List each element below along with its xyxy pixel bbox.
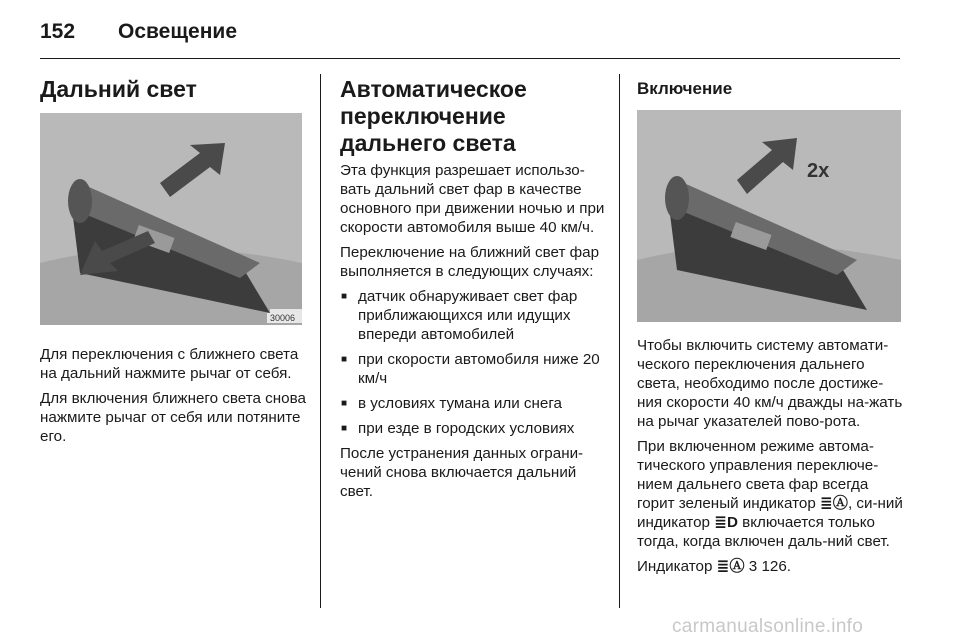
section-title-auto-high-beam: Автоматическое переключение дальнего света [340, 76, 527, 156]
paragraph-1: Для переключения с ближнего света на дальний нажмите рычаг от себя. [40, 346, 299, 382]
figure-code: 30006 [267, 313, 298, 323]
outro-paragraph: После устранения данных ограни-чений снова включается дальний свет. [340, 445, 584, 500]
column-auto-high-beam [340, 76, 606, 507]
column-high-beam [40, 76, 306, 452]
column-activation [637, 76, 903, 582]
activation-paragraph-2 [637, 437, 903, 551]
intro-paragraph: Эта функция разрешает использо-вать дальний свет фар в качестве основного при движении ночью и при скорости автомобиля выше 40 км/ч. [340, 162, 605, 236]
auto-high-beam-indicator-icon: ≣Ⓐ [820, 495, 848, 512]
text-fragment: включается только тогда, когда включен даль-ний свет. [637, 514, 890, 550]
figure-lever-double-push [637, 110, 901, 322]
list-item: ■ при скорости автомобиля ниже 20 км/ч [340, 350, 606, 388]
column-divider-2 [619, 74, 620, 608]
header-rule [40, 58, 900, 59]
lever-double-push-illustration [637, 110, 901, 322]
column-divider-1 [320, 74, 321, 608]
figure-lever-push-pull [40, 113, 302, 325]
lead-paragraph: Переключение на ближний свет фар выполняется в следующих случаях: [340, 244, 600, 280]
list-item: ■ датчик обнаруживает свет фар приближающихся или идущих впереди автомобилей [340, 287, 606, 344]
section-title-activation: Включение [637, 79, 733, 98]
paragraph-2: Для включения ближнего света снова нажмите рычаг от себя или потяните его. [40, 390, 306, 445]
watermark: carmanualsonline.info [672, 616, 864, 637]
text-fragment: Индикатор [637, 558, 717, 575]
indicator-reference [637, 557, 903, 576]
chapter-title: Освещение [118, 20, 237, 43]
figure-label-2x: 2x [807, 160, 830, 182]
conditions-list [340, 287, 606, 438]
page-header [40, 18, 900, 46]
lever-illustration [40, 113, 302, 325]
text-fragment: При включенном режиме автома-тического управления переключе-нием дальнего света фар всегда горит зеленый индикатор [637, 438, 879, 512]
page-reference-link[interactable]: 3 126. [748, 558, 792, 575]
section-title-high-beam: Дальний свет [40, 76, 197, 102]
list-item: ■ при езде в городских условиях [340, 419, 606, 438]
auto-high-beam-indicator-icon: ≣Ⓐ [716, 558, 745, 575]
list-item: ■ в условиях тумана или снега [340, 394, 606, 413]
activation-paragraph-1: Чтобы включить систему автомати-ческого переключения дальнего света, необходимо после достиже-ния скорости 40 км/ч дважды на-жать на рычаг указателей пово-рота. [637, 337, 903, 430]
text-fragment: , си-ний индикатор [637, 495, 903, 531]
high-beam-indicator-icon: ≣D [714, 514, 738, 531]
page-number: 152 [40, 20, 76, 43]
